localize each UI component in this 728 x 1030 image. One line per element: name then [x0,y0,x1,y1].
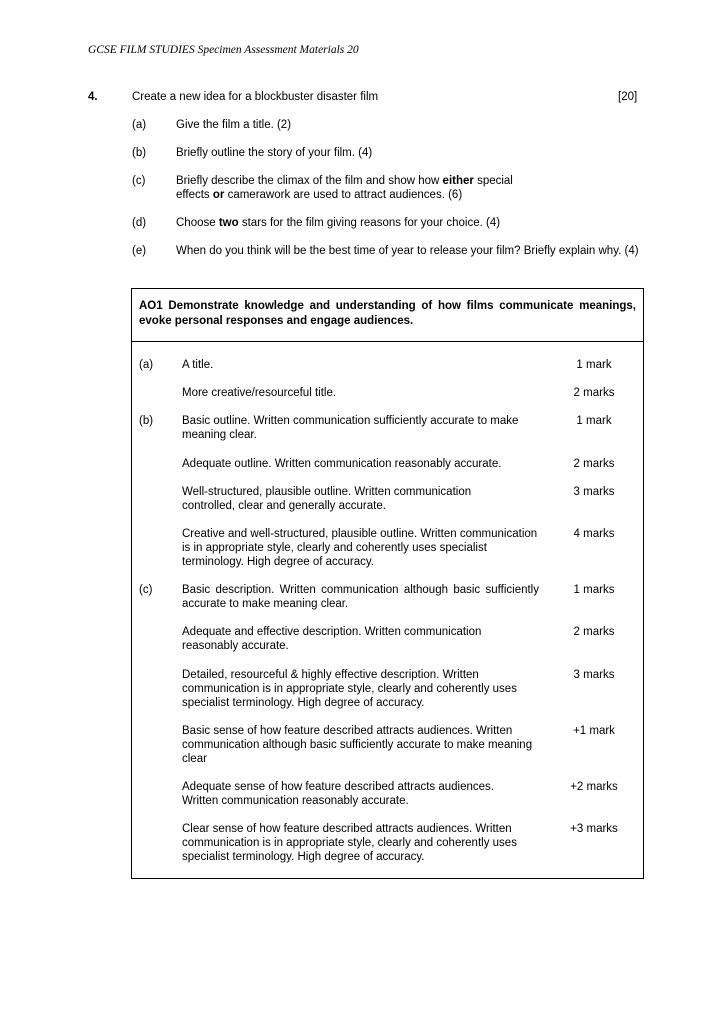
scheme-row-text: Basic outline. Written communication sufficiently accurate to make meaning clear. [182,415,519,441]
scheme-row-text: Clear sense of how feature described attracts audiences. Written communication is in appropriate style, clearly and coherently uses specialist terminology. High degree of accuracy. [182,823,517,863]
scheme-row-text: A title. [182,359,214,371]
scheme-row-text: Well-structured, plausible outline. Written communication controlled, clear and generally accurate. [182,486,472,512]
scheme-row-marks: 2 marks [573,626,615,638]
scheme-row-text: Basic sense of how feature described attracts audiences. Written communication although basic sufficiently accurate to make meaning clear [182,725,533,765]
question-number: 4. [88,91,98,103]
part-e-label: (e) [132,245,147,257]
question-total-marks: [20] [618,91,638,103]
scheme-row-marks: 2 marks [573,458,615,470]
scheme-row-label: (b) [139,415,154,427]
scheme-row-label: (c) [139,584,153,596]
scheme-row-marks: 3 marks [573,486,615,498]
part-a-label: (a) [132,119,147,131]
question-text: Create a new idea for a blockbuster disaster film [132,91,379,103]
scheme-row-text: Adequate sense of how feature described attracts audiences. Written communication reasonably accurate. [182,781,494,807]
scheme-row-text: Creative and well-structured, plausible outline. Written communication is in appropriate style, clearly and coherently uses specialist terminology. High degree of accuracy. [182,528,538,568]
mark-scheme-header-divider [131,341,644,342]
part-a-text: Give the film a title. (2) [176,119,292,131]
part-e-text: When do you think will be the best time of year to release your film? Briefly explain why. (4) [176,245,639,257]
scheme-row-text: Detailed, resourceful & highly effective description. Written communication is in appropriate style, clearly and coherently uses specialist terminology. High degree of accuracy. [182,669,517,709]
scheme-row-text: Adequate and effective description. Written communication reasonably accurate. [182,626,482,652]
page-header: GCSE FILM STUDIES Specimen Assessment Materials 20 [88,44,359,56]
scheme-row-marks: +1 mark [573,725,615,737]
scheme-row-marks: 4 marks [573,528,615,540]
scheme-row-marks: 1 mark [576,359,612,371]
scheme-row-label: (a) [139,359,154,371]
part-b-label: (b) [132,147,147,159]
scheme-row-marks: +2 marks [570,781,618,793]
part-c-text: Briefly describe the climax of the film and show how either special effects or camerawork are used to attract audiences. (6) [176,175,513,201]
scheme-row-text: Basic description. Written communication although basic sufficiently accurate to make meaning clear. [182,584,539,610]
scheme-row-marks: 1 marks [573,584,615,596]
part-d-label: (d) [132,217,147,229]
scheme-row-text: More creative/resourceful title. [182,387,337,399]
scheme-row-marks: 2 marks [573,387,615,399]
scheme-row-marks: 3 marks [573,669,615,681]
part-d-text: Choose two stars for the film giving reasons for your choice. (4) [176,217,501,229]
scheme-row-text: Adequate outline. Written communication reasonably accurate. [182,458,502,470]
part-b-text: Briefly outline the story of your film. (4) [176,147,373,159]
scheme-row-marks: 1 mark [576,415,612,427]
part-c-label: (c) [132,175,146,187]
scheme-row-marks: +3 marks [570,823,618,835]
mark-scheme-header: AO1 Demonstrate knowledge and understanding of how films communicate meanings, evoke personal responses and engage audiences. [139,300,636,327]
